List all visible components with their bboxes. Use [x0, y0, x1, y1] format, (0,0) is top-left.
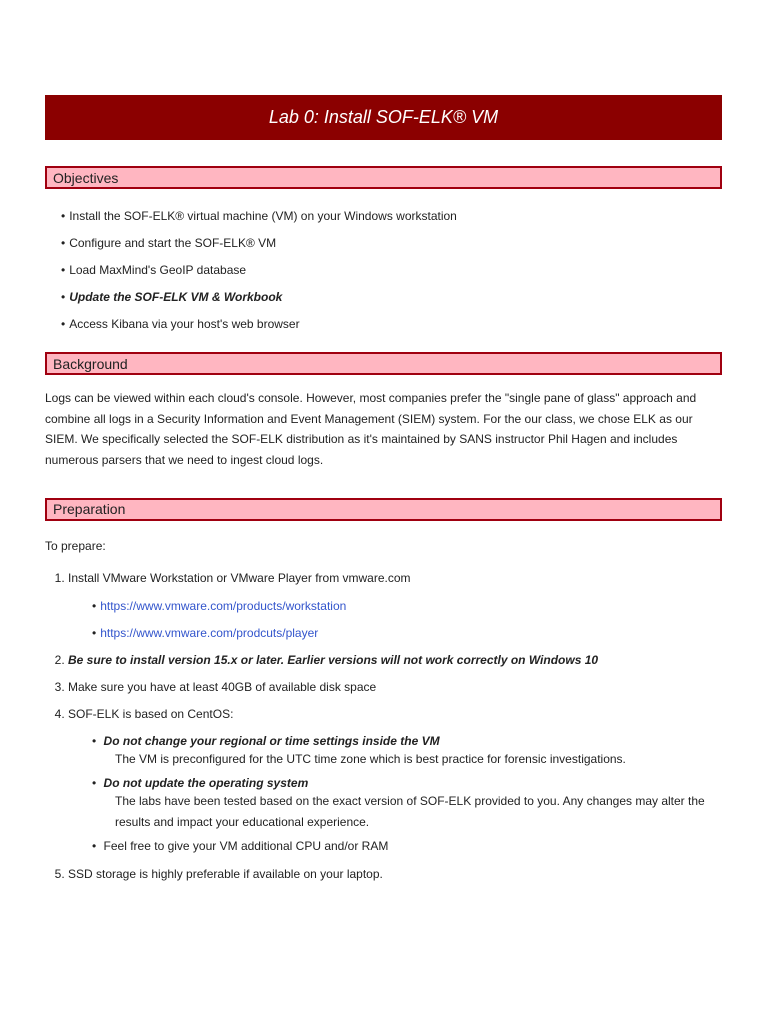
background-heading-label: Background	[53, 355, 128, 372]
step-item: 3. Make sure you have at least 40GB of available disk space	[68, 679, 722, 695]
step-item: 5. SSD storage is highly preferable if available on your laptop.	[68, 866, 722, 882]
objective-item: • Configure and start the SOF-ELK® VM	[61, 235, 722, 262]
lab-title-bar	[45, 95, 722, 140]
background-text: Logs can be viewed within each cloud's console. However, most companies prefer the "single pane of glass" approach and combine all logs in a Security Information and Event Management (SIEM) system. For the our class, we chose ELK as our SIEM. We specifically selected the SOF-ELK distribution as it's maintained by SANS instructor Phil Hagen and includes numerous parsers that we need to ingest cloud logs.	[45, 391, 697, 468]
vmware-links	[68, 598, 722, 652]
objectives-heading-label: Objectives	[53, 169, 119, 186]
note-item: • Feel free to give your VM additional CPU and/or RAM	[92, 838, 722, 854]
objectives-list	[45, 208, 722, 343]
objective-item: • Install the SOF-ELK® virtual machine (VM) on your Windows workstation	[61, 208, 722, 235]
preparation-heading-label: Preparation	[53, 501, 126, 518]
objective-item: • Access Kibana via your host's web browser	[61, 316, 722, 343]
player-link[interactable]: https://www.vmware.com/prodcuts/player	[100, 625, 319, 640]
lab-title: Lab 0: Install SOF-ELK® VM	[268, 107, 499, 127]
workstation-link[interactable]: https://www.vmware.com/products/workstation	[100, 598, 347, 613]
note-desc: The labs have been tested based on the exact version of SOF-ELK provided to you. Any changes may alter the results and impact your educational experience.	[115, 794, 705, 829]
centos-notes	[68, 733, 722, 855]
objective-item: • Load MaxMind's GeoIP database	[61, 262, 722, 289]
preparation-steps	[45, 570, 722, 883]
note-item: • Do not change your regional or time settings inside the VM The VM is preconfigured for the UTC time zone which is best practice for forensic investigations.	[92, 733, 722, 770]
document-page	[45, 95, 722, 882]
step-item: 2. Be sure to install version 15.x or later. Earlier versions will not work correctly on Windows 10	[68, 652, 722, 668]
step-item: 4. SOF-ELK is based on CentOS: • Do not change your regional or time settings inside the VM The VM is preconfigured for the UTC time zone which is best practice for forensic investigations. • Do not update the operating system The labs have been tested based on the exact version of SOF-ELK provided to you. Any changes may alter the results and impact your educational experience. • Feel free to give your VM additional CPU and/or RAM	[68, 706, 722, 855]
link-item	[92, 625, 722, 652]
note-desc: The VM is preconfigured for the UTC time zone which is best practice for forensic investigations.	[115, 751, 626, 766]
link-item	[92, 598, 722, 625]
step-item: 1. Install VMware Workstation or VMware Player from vmware.com • https://www.vmware.com/products/workstation • https://www.vmware.com/prodcuts/player	[68, 570, 722, 652]
preparation-intro: To prepare:	[45, 538, 106, 553]
preparation-heading	[45, 498, 722, 521]
objective-item: • Update the SOF-ELK VM & Workbook	[61, 289, 722, 316]
background-heading	[45, 352, 722, 375]
objectives-heading	[45, 166, 722, 189]
note-item: • Do not update the operating system The labs have been tested based on the exact version of SOF-ELK provided to you. Any changes may alter the results and impact your educational experience.	[92, 775, 722, 832]
